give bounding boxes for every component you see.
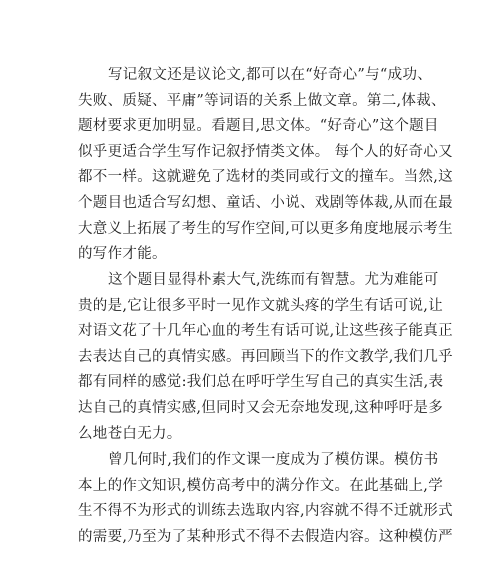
text-line: 这个题目显得朴素大气,洗练而有智慧。尤为难能可 (108, 272, 439, 288)
paragraph-3 (78, 448, 453, 550)
paragraph-1 (78, 63, 453, 268)
text-line: 贵的是,它让很多平时一见作文就头疼的学生有话可说,让 (78, 297, 444, 314)
text-line: 生不得不为形式的训练去选取内容,内容就不得不迁就形式 (78, 503, 453, 520)
text-line: 达自己的真情实感,但同时又会无奈地发现,这种呼吁是多 (78, 399, 444, 416)
paragraph-2 (78, 268, 453, 447)
text-line: 的需要,乃至为了某种形式不得不去假造内容。这种模仿严 (78, 528, 453, 545)
text-line: 失败、质疑、平庸”等词语的关系上做文章。第二,体裁、 (78, 92, 446, 109)
text-line: 都不一样。这就避免了选材的类同或行文的撞车。当然,这 (78, 169, 453, 186)
text-line: 似乎更适合学生写作记叙抒情类文体。 每个人的好奇心又 (78, 143, 453, 160)
text-line: 去表达自己的真情实感。再回顾当下的作文教学,我们几乎 (78, 348, 453, 365)
text-line: 题材要求更加明显。看题目,思文体。“好奇心”这个题目 (78, 118, 439, 135)
text-line: 个题目也适合写幻想、童话、小说、戏剧等体裁,从而在最 (78, 194, 453, 211)
text-line: 么地苍白无力。 (78, 425, 182, 442)
text-line: 曾几何时,我们的作文课一度成为了模仿课。模仿书 (108, 452, 439, 468)
text-line: 的写作才能。 (78, 246, 167, 263)
text-line: 本上的作文知识,模仿高考中的满分作文。在此基础上,学 (78, 477, 444, 494)
text-line: 写记叙文还是议论文,都可以在“好奇心”与“成功、 (108, 67, 433, 83)
text-line: 大意义上拓展了考生的写作空间,可以更多角度地展示考生 (78, 220, 453, 237)
text-line: 都有同样的感觉:我们总在呼吁学生写自己的真实生活,表 (78, 374, 444, 391)
text-line: 对语文花了十几年心血的考生有话可说,让这些孩子能真正 (78, 323, 453, 340)
